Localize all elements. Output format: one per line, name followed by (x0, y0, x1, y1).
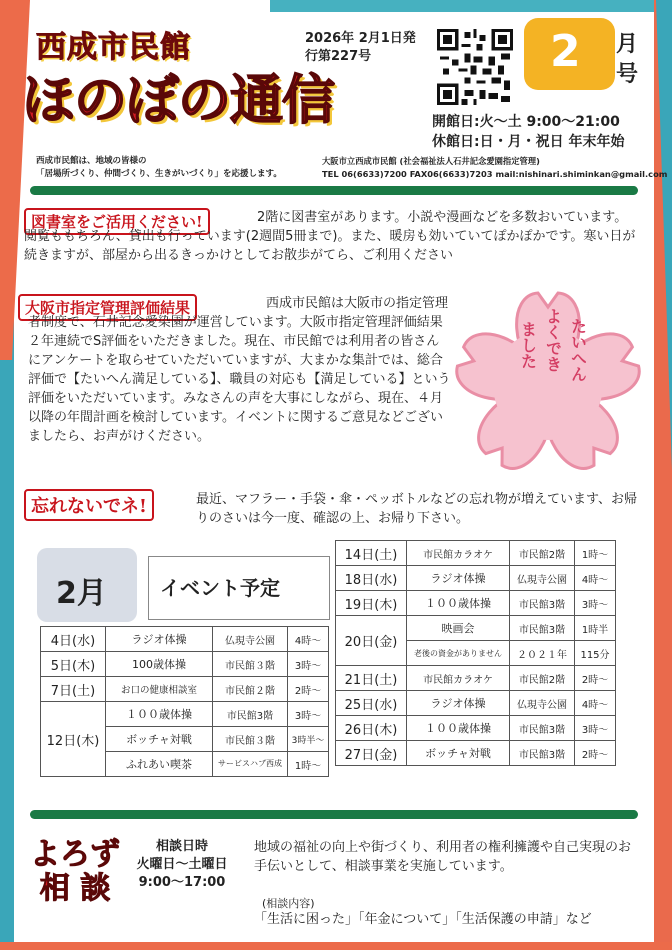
event-name: ふれあい喫茶 (106, 752, 213, 777)
event-date: 7日(土) (41, 677, 106, 702)
month-number: 2 (550, 26, 581, 77)
svg-text:ました: ました (518, 321, 538, 369)
event-place: 市民館2階 (510, 541, 575, 566)
event-date: 12日(木) (41, 702, 106, 777)
hours-open: 開館日:火～土 9:00～21:00 (432, 114, 620, 130)
event-time: 3時半～ (288, 727, 329, 752)
event-date: 4日(水) (41, 627, 106, 652)
schedule-days: 火曜日～土曜日 (136, 857, 228, 872)
event-time: 1時～ (288, 752, 329, 777)
event-time: 4時～ (575, 691, 616, 716)
event-time: 1時半 (575, 616, 616, 641)
consultation-content-label: (相談内容) (262, 897, 315, 910)
table-row (336, 541, 616, 566)
event-time: 3時～ (288, 702, 329, 727)
table-row (41, 627, 329, 652)
event-time: 1時～ (575, 541, 616, 566)
event-time: 3時～ (575, 716, 616, 741)
event-place: 仏現寺公園 (510, 566, 575, 591)
event-name: ボッチャ対戦 (106, 727, 213, 752)
issue-info (305, 30, 416, 66)
event-time: 2時～ (575, 666, 616, 691)
event-time: 2時～ (575, 741, 616, 766)
page-title: ほのぼの通信 (22, 69, 334, 131)
event-name: 市民館カラオケ (407, 541, 510, 566)
event-place: 市民館3階 (510, 591, 575, 616)
intro-line-2: 「居場所づくり、仲間づくり、生きがいづくり」を応援します。 (36, 169, 282, 179)
svg-text:よくでき: よくでき (543, 308, 563, 372)
table-row (336, 716, 616, 741)
event-name: １００歳体操 (407, 716, 510, 741)
intro-line-1: 西成市民館は、地域の皆様の (36, 156, 147, 166)
event-place: 仏現寺公園 (213, 627, 288, 652)
contact-info (322, 155, 667, 181)
event-time: 3時～ (288, 652, 329, 677)
consultation-content-items: 「生活に困った」「年金について」「生活保護の申請」など (254, 912, 592, 927)
frame-bottom (0, 942, 672, 950)
event-place: 仏現寺公園 (510, 691, 575, 716)
event-table-left (40, 626, 329, 777)
consultation-heading-line-2: 相 談 (39, 871, 111, 906)
event-time: 2時～ (288, 677, 329, 702)
evaluation-text: 西成市民館は大阪市の指定管理者制度で、石井記念愛染園が運営しています。大阪市指定管理評価結果２年連続でS評価をいただきました。現在、市民館では利用者の皆さんにアンケートを取らせていただいていますが、大まかな集計では、総合評価で【たいへん満足している】、職員の対応も【満足している】という評価をいただいています。みなさんの声を大事にしながら、現在、４月以降の年間計画を検討しています。イベントに関するご意見などございましたら、お声がけください。 (28, 296, 451, 444)
divider-bottom (30, 810, 638, 819)
table-row (41, 702, 329, 727)
event-name: １００歳体操 (106, 702, 213, 727)
qr-code-icon[interactable] (437, 29, 513, 105)
divider-top (30, 186, 638, 195)
table-row (336, 666, 616, 691)
event-date: 5日(木) (41, 652, 106, 677)
event-name: ボッチャ対戦 (407, 741, 510, 766)
title-top: 西成市民館 (36, 30, 191, 65)
table-row (336, 616, 616, 641)
event-date: 18日(水) (336, 566, 407, 591)
event-date: 25日(水) (336, 691, 407, 716)
contact-line-2: TEL 06(6633)7200 FAX06(6633)7203 mail:nishinari.shiminkan@gmail.com (322, 169, 668, 179)
consultation-text: 地域の福祉の向上や街づくり、利用者の権利擁護や自己実現のお手伝いとして、相談事業を実施しています。 (254, 840, 632, 874)
event-place: 市民館3階 (510, 741, 575, 766)
event-date: 14日(土) (336, 541, 407, 566)
consultation-schedule (122, 838, 242, 892)
event-time: 4時～ (575, 566, 616, 591)
hours-closed: 休館日:日・月・祝日 年末年始 (432, 134, 625, 150)
event-title: イベント予定 (160, 576, 280, 600)
event-place: 市民館3階 (510, 716, 575, 741)
event-place: サービスハブ西成 (213, 752, 288, 777)
event-place: ２０２１年 (510, 641, 575, 666)
event-name: 市民館カラオケ (407, 666, 510, 691)
month-label: 月号 (616, 32, 639, 87)
event-time: 4時～ (288, 627, 329, 652)
event-name: ラジオ体操 (407, 691, 510, 716)
sakura-stamp-icon (448, 285, 648, 485)
event-date: 26日(木) (336, 716, 407, 741)
table-row (336, 591, 616, 616)
event-name: １００歳体操 (407, 591, 510, 616)
intro-text (36, 155, 282, 181)
event-date: 20日(金) (336, 616, 407, 666)
event-time: 115分 (575, 641, 616, 666)
consultation-heading (26, 838, 124, 906)
library-heading: 図書室をご活用ください! (24, 208, 210, 235)
event-name: 映画会 (407, 616, 510, 641)
table-row (336, 691, 616, 716)
event-place: 市民館３階 (213, 652, 288, 677)
event-name: 老後の資金がありません (407, 641, 510, 666)
lost-text: 最近、マフラー・手袋・傘・ペッボトルなどの忘れ物が増えています、お帰りのさいは今一度、確認の上、お帰り下さい。 (196, 492, 637, 526)
consultation-heading-line-1: よろず (30, 837, 120, 872)
table-row (41, 652, 329, 677)
lost-heading: 忘れないでネ! (24, 489, 154, 521)
event-table-right (335, 540, 616, 766)
issue-number: 行第227号 (305, 49, 372, 64)
event-place: 市民館3階 (510, 616, 575, 641)
contact-line-1: 大阪市立西成市民館 (社会福祉法人石井記念愛園指定管理) (322, 156, 540, 166)
event-place: 市民館３階 (213, 727, 288, 752)
svg-text:たいへん: たいへん (568, 318, 588, 382)
table-row (41, 677, 329, 702)
event-date: 21日(土) (336, 666, 407, 691)
opening-hours (432, 112, 624, 152)
table-row (336, 741, 616, 766)
event-month: 2月 (56, 576, 107, 611)
event-time: 3時～ (575, 591, 616, 616)
table-row (336, 566, 616, 591)
issue-date: 2026年 2月1日発 (305, 31, 416, 46)
event-place: 市民館2階 (510, 666, 575, 691)
event-date: 19日(木) (336, 591, 407, 616)
event-name: ラジオ体操 (407, 566, 510, 591)
event-name: ラジオ体操 (106, 627, 213, 652)
event-place: 市民館２階 (213, 677, 288, 702)
library-text: 2階に図書室があります。小説や漫画などを多数おいています。閲覧ももちろん、貸出も行っています(2週間5冊まで)。また、暖房も効いていてぽかぽかです。寒い日が続きますが、部屋から出るきっかけとしてお散歩がてら、ご利用ください (24, 210, 636, 263)
frame-top-teal (270, 0, 672, 12)
evaluation-heading: 大阪市指定管理評価結果 (18, 294, 197, 321)
event-name: 100歳体操 (106, 652, 213, 677)
event-place: 市民館3階 (213, 702, 288, 727)
schedule-label: 相談日時 (155, 839, 208, 854)
event-name: お口の健康相談室 (106, 677, 213, 702)
event-date: 27日(金) (336, 741, 407, 766)
schedule-hours: 9:00～17:00 (138, 875, 226, 890)
